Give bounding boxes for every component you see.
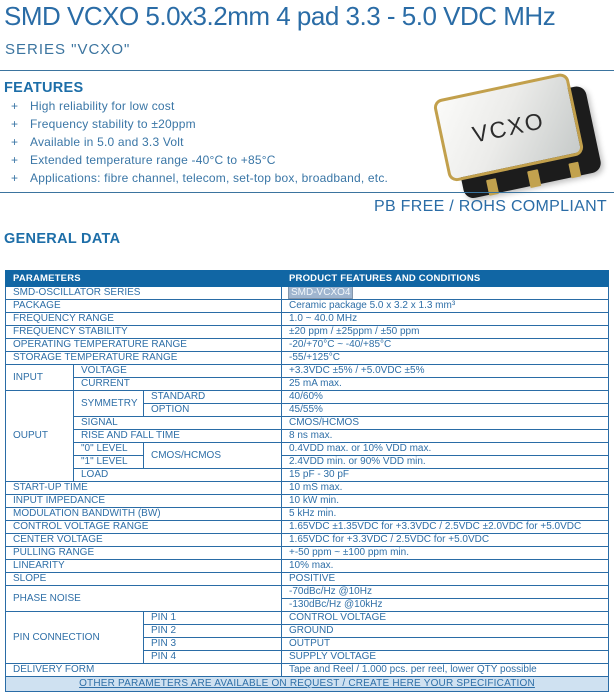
table-cell: 5 kHz min.	[282, 508, 609, 521]
table-row	[6, 287, 609, 300]
table-cell: PIN 4	[144, 651, 282, 664]
table-row	[6, 430, 609, 443]
table-cell: 25 mA max.	[282, 378, 609, 391]
general-data-table	[5, 270, 609, 692]
features-list	[11, 99, 451, 189]
table-cell: OPERATING TEMPERATURE RANGE	[6, 339, 282, 352]
feature-text: High reliability for low cost	[30, 99, 175, 113]
table-row	[6, 547, 609, 560]
table-body	[6, 287, 609, 677]
table-cell: CENTER VOLTAGE	[6, 534, 282, 547]
table-cell: OUPUT	[6, 391, 74, 482]
table-header-row	[6, 271, 609, 287]
features-heading: FEATURES	[4, 80, 84, 96]
table-cell: 1.65VDC ±1.35VDC for +3.3VDC / 2.5VDC ±2.0VDC for +5.0VDC	[282, 521, 609, 534]
table-row	[6, 495, 609, 508]
table-cell: START-UP TIME	[6, 482, 282, 495]
table-cell: 0.4VDD max. or 10% VDD max.	[282, 443, 609, 456]
table-cell: GROUND	[282, 625, 609, 638]
table-cell: VOLTAGE	[74, 365, 282, 378]
table-cell: STORAGE TEMPERATURE RANGE	[6, 352, 282, 365]
table-row	[6, 560, 609, 573]
chip-marking-text: VCXO	[469, 106, 547, 148]
table-cell: 1.0 ~ 40.0 MHz	[282, 313, 609, 326]
table-cell: CONTROL VOLTAGE RANGE	[6, 521, 282, 534]
table-cell: 40/60%	[282, 391, 609, 404]
solder-pad	[568, 162, 581, 179]
table-cell: CURRENT	[74, 378, 282, 391]
table-cell: -70dBc/Hz @10Hz	[282, 586, 609, 599]
general-data-heading: GENERAL DATA	[4, 231, 121, 247]
plus-bullet-icon: +	[11, 171, 19, 185]
table-row	[6, 313, 609, 326]
table-cell: +-50 ppm ~ ±100 ppm min.	[282, 547, 609, 560]
table-cell: 8 ns max.	[282, 430, 609, 443]
table-cell: -20/+70°C ~ -40/+85°C	[282, 339, 609, 352]
table-cell: PIN 1	[144, 612, 282, 625]
feature-text: Available in 5.0 and 3.3 Volt	[30, 135, 184, 149]
table-row	[6, 365, 609, 378]
table-cell: PIN 2	[144, 625, 282, 638]
table-row	[6, 443, 609, 456]
table-row	[6, 534, 609, 547]
table-cell: RISE AND FALL TIME	[74, 430, 282, 443]
table-cell: PHASE NOISE	[6, 586, 282, 612]
feature-item	[11, 135, 451, 153]
table-cell: PIN CONNECTION	[6, 612, 144, 664]
feature-item	[11, 171, 451, 189]
table-cell: OPTION	[144, 404, 282, 417]
table-cell: 10 mS max.	[282, 482, 609, 495]
table-cell: Tape and Reel / 1.000 pcs. per reel, lower QTY possible	[282, 664, 609, 677]
table-cell: SYMMETRY	[74, 391, 144, 417]
table-cell: MODULATION BANDWITH (BW)	[6, 508, 282, 521]
table-cell: SLOPE	[6, 573, 282, 586]
table-row	[6, 482, 609, 495]
vcxo-chip-image	[432, 68, 609, 208]
table-cell: STANDARD	[144, 391, 282, 404]
table-footer-row	[6, 677, 609, 692]
feature-text: Applications: fibre channel, telecom, set-top box, broadband, etc.	[30, 171, 389, 185]
divider-middle	[0, 192, 614, 193]
table-cell: FREQUENCY RANGE	[6, 313, 282, 326]
table-cell: CMOS/HCMOS	[144, 443, 282, 469]
table-row	[6, 326, 609, 339]
feature-text: Extended temperature range -40°C to +85°C	[30, 153, 276, 167]
table-cell: 15 pF - 30 pF	[282, 469, 609, 482]
table-cell: 10% max.	[282, 560, 609, 573]
feature-item	[11, 117, 451, 135]
table-cell: CONTROL VOLTAGE	[282, 612, 609, 625]
table-cell: "1" LEVEL	[74, 456, 144, 469]
create-specification-link[interactable]: OTHER PARAMETERS ARE AVAILABLE ON REQUEST / CREATE HERE YOUR SPECIFICATION	[79, 678, 535, 689]
plus-bullet-icon: +	[11, 99, 19, 113]
table-cell: LOAD	[74, 469, 282, 482]
plus-bullet-icon: +	[11, 135, 19, 149]
table-cell: Ceramic package 5.0 x 3.2 x 1.3 mm³	[282, 300, 609, 313]
table-cell: +3.3VDC ±5% / +5.0VDC ±5%	[282, 365, 609, 378]
table-row	[6, 300, 609, 313]
table-row	[6, 664, 609, 677]
table-cell: "0" LEVEL	[74, 443, 144, 456]
table-row	[6, 573, 609, 586]
product-photo	[442, 83, 600, 193]
table-row	[6, 391, 609, 404]
table-cell: -130dBc/Hz @10kHz	[282, 599, 609, 612]
table-row	[6, 339, 609, 352]
plus-bullet-icon: +	[11, 153, 19, 167]
table-cell: SIGNAL	[74, 417, 282, 430]
solder-pad	[486, 178, 499, 196]
table-cell: INPUT IMPEDANCE	[6, 495, 282, 508]
table-cell: SUPPLY VOLTAGE	[282, 651, 609, 664]
solder-pad	[527, 169, 541, 188]
table-cell: INPUT	[6, 365, 74, 391]
plus-bullet-icon: +	[11, 117, 19, 131]
table-cell: 45/55%	[282, 404, 609, 417]
table-cell: SMD-OSCILLATOR SERIES	[6, 287, 282, 300]
features-column-header: PRODUCT FEATURES AND CONDITIONS	[282, 271, 609, 287]
table-cell: 2.4VDD min. or 90% VDD min.	[282, 456, 609, 469]
table-cell: PIN 3	[144, 638, 282, 651]
parameters-column-header: PARAMETERS	[6, 271, 282, 287]
table-row	[6, 586, 609, 599]
series-subtitle: SERIES "VCXO"	[5, 41, 131, 58]
table-cell: CMOS/HCMOS	[282, 417, 609, 430]
table-row	[6, 378, 609, 391]
feature-item	[11, 153, 451, 171]
table-row	[6, 417, 609, 430]
feature-text: Frequency stability to ±20ppm	[30, 117, 196, 131]
table-cell: DELIVERY FORM	[6, 664, 282, 677]
table-cell: 10 kW min.	[282, 495, 609, 508]
table-cell: 1.65VDC for +3.3VDC / 2.5VDC for +5.0VDC	[282, 534, 609, 547]
table-cell: PACKAGE	[6, 300, 282, 313]
page-title: SMD VCXO 5.0x3.2mm 4 pad 3.3 - 5.0 VDC MHz	[4, 1, 556, 31]
table-cell: POSITIVE	[282, 573, 609, 586]
table-row	[6, 508, 609, 521]
feature-item	[11, 99, 451, 117]
table-cell: PULLING RANGE	[6, 547, 282, 560]
series-value-cell	[282, 287, 609, 300]
table-row	[6, 352, 609, 365]
table-cell: LINEARITY	[6, 560, 282, 573]
table-cell: FREQUENCY STABILITY	[6, 326, 282, 339]
divider-top	[0, 70, 614, 71]
table-cell: OUTPUT	[282, 638, 609, 651]
series-value-selected-text[interactable]: SMD-VCXO4	[291, 287, 351, 298]
table-row	[6, 469, 609, 482]
table-row	[6, 612, 609, 625]
rohs-compliance-text: PB FREE / ROHS COMPLIANT	[373, 198, 607, 215]
table-row	[6, 521, 609, 534]
table-cell: -55/+125°C	[282, 352, 609, 365]
footer-cell	[6, 677, 609, 692]
table-cell: ±20 ppm / ±25ppm / ±50 ppm	[282, 326, 609, 339]
table-row	[6, 456, 609, 469]
